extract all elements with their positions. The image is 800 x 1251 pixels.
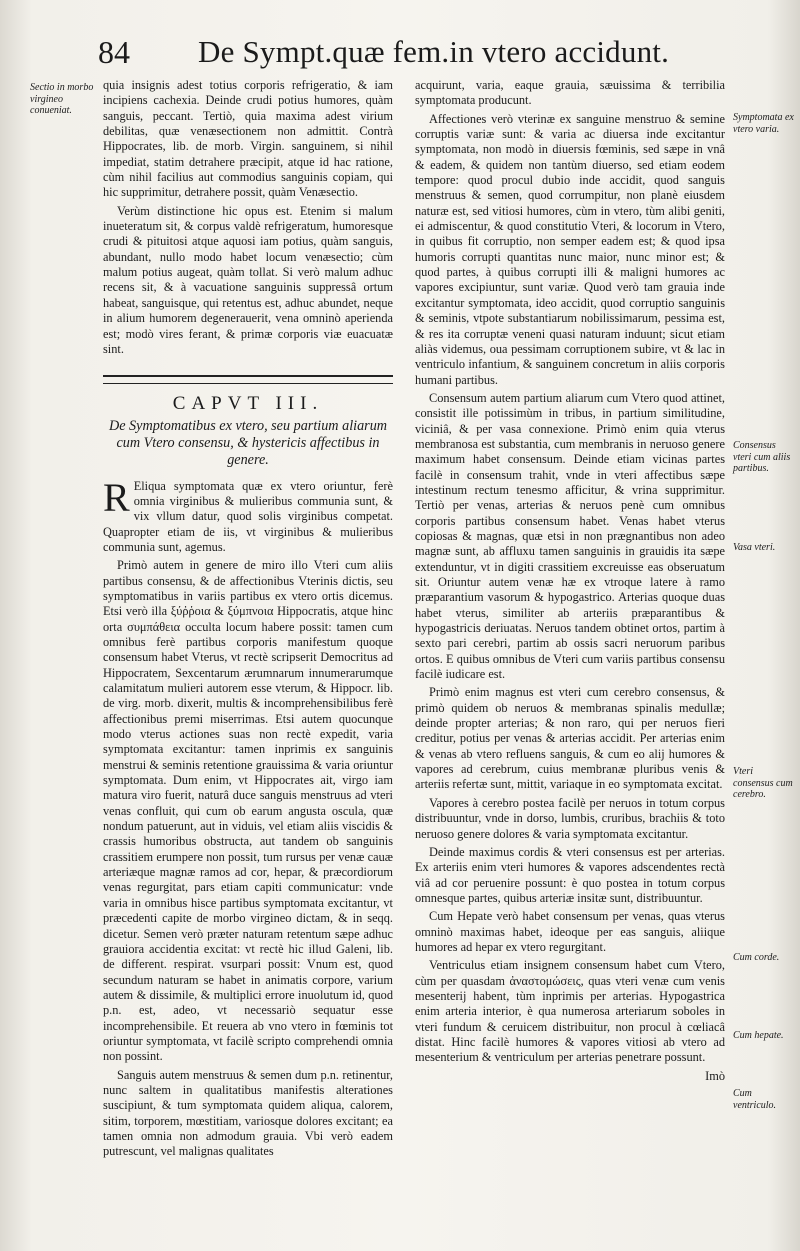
margin-note-corde: Cum corde. (733, 952, 780, 963)
margin-note-ventriculo: Cum ventriculo. (733, 1088, 777, 1111)
margin-note-vasa-vteri: Vasa vteri. (733, 542, 776, 553)
paragraph: quia insignis adest totius corporis refrigeratio, & iam incipiens cachexia. Deinde crudi potius humores, quàm sanguis, peccant. Tertiò, quia maxima adest virium debilitas, quæ venæsectionem non admittit. Contrà Hippocrates, lib. de morb. Virgin. sanguinem, si nihil impediat, statim detrahere præcipit, atque id hac ratione, cùm nihil facilius aut commodius sanguinis copiam, qui hic supprimitur, detrahere possit, quàm Venæsectio. (103, 78, 393, 200)
paragraph: Verùm distinctione hic opus est. Etenim si malum inueteratum sit, & corpus valdè refrigeratum, humoresque crudi & pituitosi atque aquosi iam potius, quàm sanguis, abundant, nullo modo habet locum venæsectio; cùm malum potius augeat, quàm tollat. Si verò malum adhuc recens sit, & à vacuatione sanguinis suppressâ ortum habeat, sanguisque, qui retentus est, adhuc abundet, neque in alium humorem degenerauerit, vena omninò aperienda est; modò vires ferant, & primæ corporis viæ euacuatæ sint. (103, 203, 393, 356)
first-paragraph-text: Eliqua symptomata quæ ex vtero oriuntur, ferè omnia virginibus & mulieribus communia sunt, & vix vllum datur, quod solis virginibus competat. Quapropter etiam de iis, vt virginibus & mulieribus communia sunt, agemus. (103, 478, 393, 554)
running-title: De Sympt.quæ fem.in vtero accidunt. (198, 34, 670, 69)
paragraph: Ventriculus etiam insignem consensum habet cum Vtero, cùm per quasdam ἀναστομώσεις, quas vteri venæ cum venis mesenterij habent, tùm inprimis per arterias. Hypogastrica enim arteria interior, è qua numerosa arteriarum soboles in vteri fundum & ceruicem distribuitur, non procul à cœliacâ distat. Hinc facilè humores & vapores vitiosi ab vtero ad mesenterium & ventriculum per arterias penetrare possunt. (415, 958, 725, 1065)
margin-note-consensus: Consensus vteri cum aliis partibus. (733, 440, 791, 474)
right-column (415, 78, 725, 1084)
paragraph: Primò enim magnus est vteri cum cerebro consensus, & primò quidem ob neruos & membranas spinalis medullæ; deinde propter arterias; & non raro, qui per neruos fieri creditur, potius per venas & arterias accidit. Per arterias enim & venas ab vtero refluens sanguis, & cum eo alij humores & vapores ad cerebrum, cuius membranæ pluribus venis & arteriis refertæ sunt, mittit, variaque in eo symptomata excitat. (415, 685, 725, 792)
paragraph: Sanguis autem menstruus & semen dum p.n. retinentur, nunc saltem in qualitatibus manifestis alterationes suscipiunt, & tum symptomata quidem aliqua, calorem, sitim, torporem, mœstitiam, variosque dolores excitant; ea tamen omnia non admodum grauia. Vbi verò eadem putrescunt, vel malignas qualitates (103, 1067, 393, 1159)
left-column (103, 78, 393, 1163)
margin-note-sectio: Sectio in morbo virgineo conueniat. (30, 82, 94, 116)
chapter-title: CAPVT III. (172, 393, 324, 415)
paragraph: Cum Hepate verò habet consensum per venas, quas vterus omninò maximas habet, ideoque per eas sanguis, aliique humores ad hepar ex vtero regurgitant. (415, 909, 725, 954)
paragraph: Deinde maximus cordis & vteri consensus est per arterias. Ex arteriis enim vteri humores & vapores adscendentes rectà viâ ad cor peruenire possunt: è quo postea in totum corpus omnesque partes, quibus arteriæ insitæ sunt, distribuuntur. (415, 844, 725, 905)
page-number: 84 (98, 34, 130, 70)
margin-note-symptomata: Symptomata ex vtero varia. (733, 112, 794, 135)
paragraph: Vapores à cerebro postea facilè per neruos in totum corpus distribuuntur, vnde in dorso, lumbis, cruribus, brachiis & toto neruoso genere dolores & varia symptomata excitantur. (415, 795, 725, 841)
margin-note-hepate: Cum hepate. (733, 1030, 784, 1041)
paragraph: Primò autem in genere de miro illo Vteri cum aliis partibus consensu, & de affectionibus Vterinis dictis, seu symptomatibus in variis partibus ex vtero ortis dicemus. Etsi verò illa ξύῤῥοια & ξύμπνοια Hippocratis, atque hinc orta συμπάθεια occulta locum habere possit: tamen cum omnibus ferè partibus corporis manifestum quoque consensum habet Vterus, vt rectè scripserit Democritus ad Hippocratem, Sexcentarum ærumnarum innumerarumque calamitatum mulieri autorem esse vterum, & Hippocr. lib. de virg. morb. dixerit, multis & incomprehensibilibus ferè affectionibus premi miserrimas. Etsi autem quocunque modo vterus actiones suas non rectè expedit, varia symptomata excitantur: tamen inprimis ex sanguinis menstrui & seminis retentione grauissima & varia oriuntur symptomata. Dum enim, vt Hippocrates ait, virgo iam matura viro fuerit, naturâ duce sanguis menstruus ad vteri venas confluit, qui cum ob earum angusta oscula, quæ nondum patuerunt, aut in viduis, vel etiam aliis viscidis & crassis humoribus obstructa, aut tandem ob sanguinis crassitiem erumpere non possit, tum rursus per venæ cauæ arteriæque magnæ ramos ad cor, hepar, & præcordiorum venas regurgitat, pars etiam capiti communicatur: vnde varia in omnibus hisce partibus symptomata excitantur, vt præcedenti capite de morbo virgineo dictam, & in seqq. dicetur. Semen verò præter naturam retentum sæpe adhuc grauiora accidentia excitat: vt rectè hic illud Galeni, lib. de different. respirat. vsurpari possit: Vnum est, quod secundum naturam se habet in animatis corpore, varium autem & dissimile, & multiplici errore inuolutum id, quod p.n. est, adeo, vt necessariò sequatur esse incomprehensibile. Et reuera ab vno vtero in fœminis tot oriuntur symptomata, vt facilè scripto comprehendi omnia non possint. (103, 558, 393, 1064)
margin-note-cerebro: Vteri consensus cum cerebro. (733, 766, 793, 800)
paragraph: Consensum autem partium aliarum cum Vtero quod attinet, consistit ille potissimùm in tribus, in partium similitudine, viciniâ, & per vasa connexione. Primò enim quia vterus membranosa est substantia, cum membranis in neruoso genere maximum habet consensum. Deinde etiam vicinas partes facilè in consensum trahit, vnde in vteri affectibus sæpe intestinum rectum tenesmo afficitur, & vrina supprimitur. Tertiò per venas, arterias & neruos penè cum omnibus corporis partibus consensum habet. Venas habet vterus copiosas & magnas, quæ etsi in non prægnantibus non adeo magnæ sunt, ab affluxu tamen sanguinis in grauidis ita sæpe extenduntur, vt in digiti crassitiem excreuisse eas obseruatum sit. Oriuntur autem venæ hæ ex vtroque latere à ramo præparantium vasorum & hypogastrico. Arterias quoque duas habet vterus, similiter ab arteriis præparantibus & hypogastricis deriuatas. Neruos tandem obtinet ortos, partim à sexto pari cerebri, partim ab ossis sacri neruorum paribus ortos. E quibus omnibus de Vteri cum variis partibus consensu facilè iudicare est. (415, 390, 725, 682)
first-paragraph (103, 474, 393, 556)
drop-cap: R (103, 474, 130, 520)
section-rule (103, 375, 393, 384)
paragraph: acquirunt, varia, eaque grauia, sæuissima & terribilia symptomata producunt. (415, 78, 725, 108)
chapter-subtitle: De Symptomatibus ex vtero, seu partium aliarum cum Vtero consensu, & hystericis affectibus in genere. (108, 417, 388, 468)
paragraph: Affectiones verò vterinæ ex sanguine menstruo & semine corruptis variæ sunt: & varia ac diuersa inde excitantur symptomata, non modò in diuersis fœminis, sed sæpe in vnâ & eadem, & quidem non tantùm diuerso, sed etiam eodem tempore: quod procul dubio inde accidit, quod sanguis menstruus & semen, quod corrumpitur, non planè eiusdem naturæ est, sed vitiosi humores, cùm in vtero, tùm alibi geniti, ei admiscentur, & quod constitutio Vteri, & locorum in Vtero, in quibus fit corruptio, non semper eadem est; & quod ipsa humoris corrupti quantitas nunc maior, nunc minor est; & quod partes, à quibus corrupti illi & maligni humores ac vapores excipiuntur, sunt variæ. Quod verò tam grauia inde excitantur symptomata, ideo accidit, quod corruptio sanguinis & seminis, vtpote substantiarum nobilissimarum, pessima est, & res ita corruptæ veneni quasi naturam induunt; sicut etiam aliàs videmus, oua pessimam corruptionem subire, vt & lac in ventriculo infantium, & sanguinem concretum in aliis corporis humani partibus. (415, 111, 725, 387)
catchword: Imò (705, 1068, 725, 1083)
running-head (90, 30, 780, 74)
